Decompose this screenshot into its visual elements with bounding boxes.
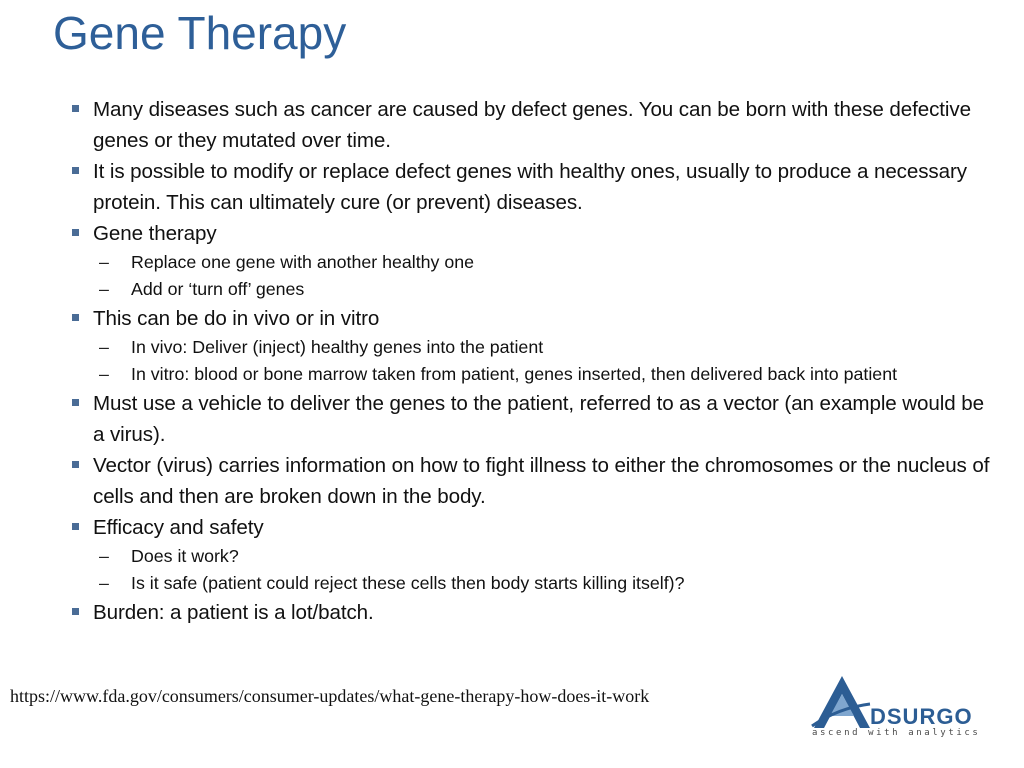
adsurgo-logo [808, 674, 980, 744]
bullet-text: Gene therapy [93, 222, 217, 245]
square-bullet-icon [72, 167, 79, 174]
bullet-item [72, 303, 997, 334]
sub-bullet-item [72, 249, 997, 276]
dash-bullet-icon: – [99, 573, 109, 593]
dash-bullet-icon: – [99, 546, 109, 566]
dash-bullet-icon: – [99, 364, 109, 384]
sub-bullet-item [72, 570, 997, 597]
dash-bullet-icon: – [99, 337, 109, 357]
bullet-item [72, 156, 997, 218]
bullet-item [72, 597, 997, 628]
logo-a-triangle-icon [808, 674, 872, 732]
sub-bullet-text: Replace one gene with another healthy one [131, 252, 475, 272]
bullet-text: Vector (virus) carries information on how to fight illness to either the chromosomes or the nucleus of cells and then are broken down in the body. [93, 454, 990, 508]
square-bullet-icon [72, 105, 79, 112]
bullet-text: Burden: a patient is a lot/batch. [93, 601, 374, 624]
bullet-text: Must use a vehicle to deliver the genes to the patient, referred to as a vector (an example would be a virus). [93, 392, 984, 446]
bullet-text: This can be do in vivo or in vitro [93, 307, 380, 330]
bullet-list [72, 94, 997, 628]
slide-title: Gene Therapy [53, 7, 347, 59]
sub-bullet-text: In vivo: Deliver (inject) healthy genes into the patient [131, 337, 544, 357]
bullet-text: Efficacy and safety [93, 516, 264, 539]
dash-bullet-icon: – [99, 252, 109, 272]
sub-bullet-item [72, 276, 997, 303]
square-bullet-icon [72, 461, 79, 468]
bullet-item [72, 388, 997, 450]
square-bullet-icon [72, 314, 79, 321]
bullet-text: Many diseases such as cancer are caused by defect genes. You can be born with these defective genes or they mutated over time. [93, 98, 971, 152]
sub-bullet-text: Add or ‘turn off’ genes [131, 279, 305, 299]
square-bullet-icon [72, 523, 79, 530]
bullet-text: It is possible to modify or replace defect genes with healthy ones, usually to produce a necessary protein. This can ultimately cure (or prevent) diseases. [93, 160, 967, 214]
sub-bullet-item [72, 361, 997, 388]
square-bullet-icon [72, 608, 79, 615]
bullet-item [72, 94, 997, 156]
bullet-item [72, 512, 997, 543]
source-url: https://www.fda.gov/consumers/consumer-updates/what-gene-therapy-how-does-it-work [10, 686, 650, 706]
sub-bullet-item [72, 543, 997, 570]
sub-bullet-text: In vitro: blood or bone marrow taken from patient, genes inserted, then delivered back into patient [131, 364, 898, 384]
square-bullet-icon [72, 399, 79, 406]
square-bullet-icon [72, 229, 79, 236]
sub-bullet-item [72, 334, 997, 361]
logo-tagline: ascend with analytics [812, 728, 981, 738]
dash-bullet-icon: – [99, 279, 109, 299]
sub-bullet-text: Does it work? [131, 546, 239, 566]
sub-bullet-text: Is it safe (patient could reject these cells then body starts killing itself)? [131, 573, 685, 593]
logo-word: DSURGO [870, 704, 973, 729]
bullet-item [72, 218, 997, 249]
bullet-item [72, 450, 997, 512]
